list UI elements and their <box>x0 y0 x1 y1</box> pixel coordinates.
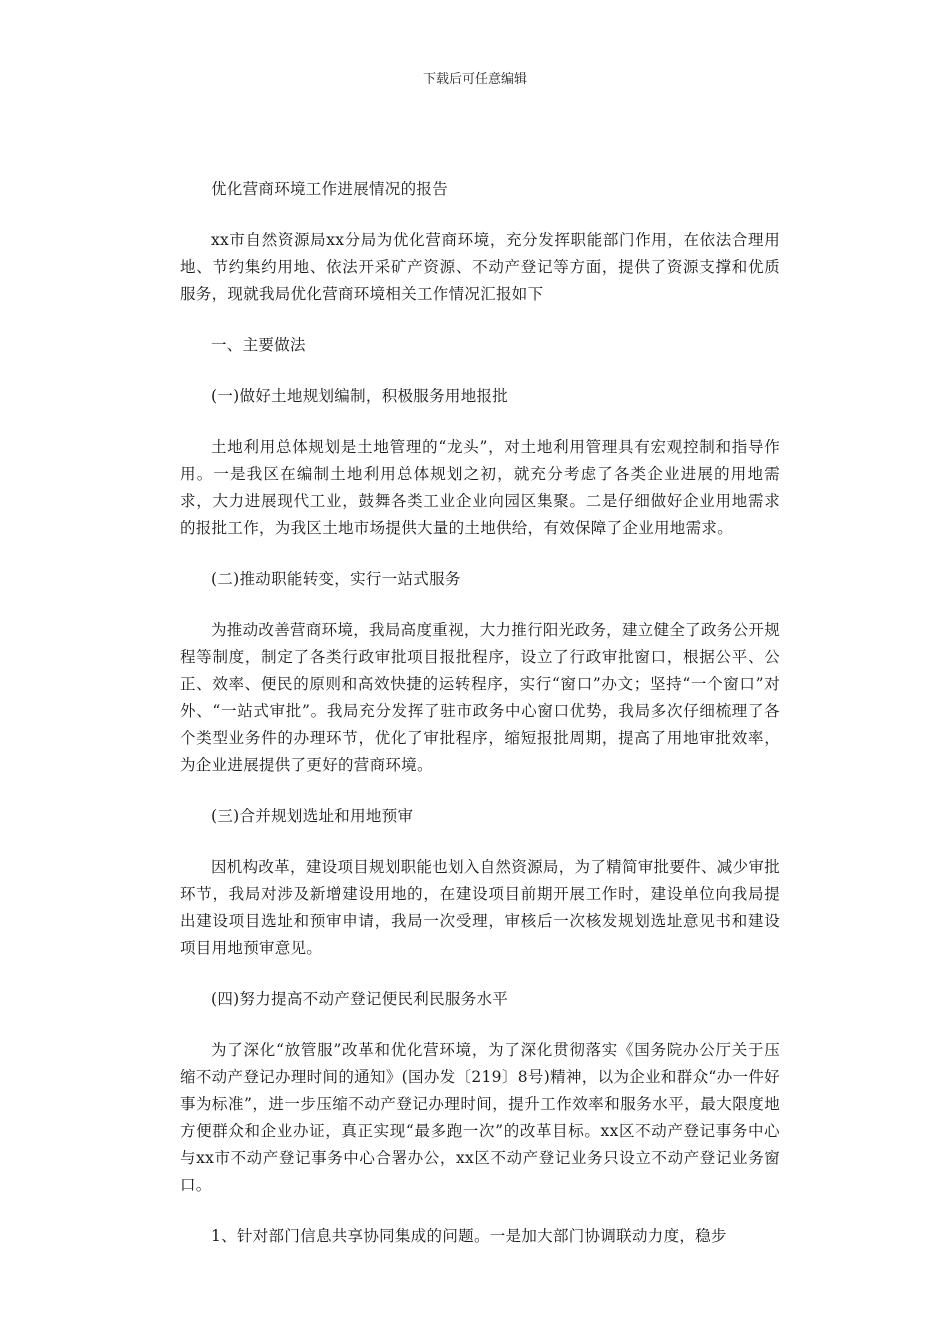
subsection-heading: (四)努力提高不动产登记便民利民服务水平 <box>211 990 509 1008</box>
section-heading: 一、主要做法 <box>211 336 306 354</box>
paragraph: 为推动改善营商环境，我局高度重视，大力推行阳光政务，建立健全了政务公开规程等制度，制定了各类行政审批项目报批程序，设立了行政审批窗口，根据公平、公正、效率、便民的原则和高效快捷的运转程序，实行“窗口”办文；坚持“一个窗口”对外、“一站式审批”。我局充分发挥了驻市政务中心窗口优势，我局多次仔细梳理了各个类型业务件的办理环节，优化了审批程序，缩短报批周期，提高了用地审批效率，为企业进展提供了更好的营商环境。 <box>180 621 780 774</box>
subsection-heading: (三)合并规划选址和用地预审 <box>211 807 414 825</box>
subsection-heading: (二)推动职能转变，实行一站式服务 <box>211 570 461 588</box>
paragraph: 因机构改革，建设项目规划职能也划入自然资源局，为了精简审批要件、减少审批环节，我局对涉及新增建设用地的，在建设项目前期开展工作时，建设单位向我局提出建设项目选址和预审申请，我局一次受理，审核后一次核发规划选址意见书和建设项目用地预审意见。 <box>180 858 780 957</box>
document-body <box>180 176 780 1250</box>
paragraph-intro: xx市自然资源局xx分局为优化营商环境，充分发挥职能部门作用，在依法合理用地、节约集约用地、依法开采矿产资源、不动产登记等方面，提供了资源支撑和优质服务，现就我局优化营商环境相关工作情况汇报如下 <box>180 231 780 303</box>
document-title: 优化营商环境工作进展情况的报告 <box>211 180 449 198</box>
paragraph: 土地利用总体规划是土地管理的“龙头”，对土地利用管理具有宏观控制和指导作用。一是我区在编制土地利用总体规划之初，就充分考虑了各类企业进展的用地需求，大力进展现代工业，鼓舞各类工业企业向园区集聚。二是仔细做好企业用地需求的报批工作，为我区土地市场提供大量的土地供给，有效保障了企业用地需求。 <box>180 438 780 537</box>
paragraph: 为了深化“放管服”改革和优化营环境，为了深化贯彻落实《国务院办公厅关于压缩不动产登记办理时间的通知》(国办发〔219〕8号)精神，以为企业和群众“办一件好事为标准”，进一步压缩不动产登记办理时间，提升工作效率和服务水平，最大限度地方便群众和企业办证，真正实现“最多跑一次”的改革目标。xx区不动产登记事务中心与xx市不动产登记事务中心合署办公，xx区不动产登记业务只设立不动产登记业务窗口。 <box>180 1041 780 1194</box>
subsection-heading: (一)做好土地规划编制，积极服务用地报批 <box>211 387 509 405</box>
paragraph: 1、针对部门信息共享协同集成的问题。一是加大部门协调联动力度，稳步 <box>211 1227 727 1245</box>
page-header: 下载后可任意编辑 <box>422 72 527 87</box>
